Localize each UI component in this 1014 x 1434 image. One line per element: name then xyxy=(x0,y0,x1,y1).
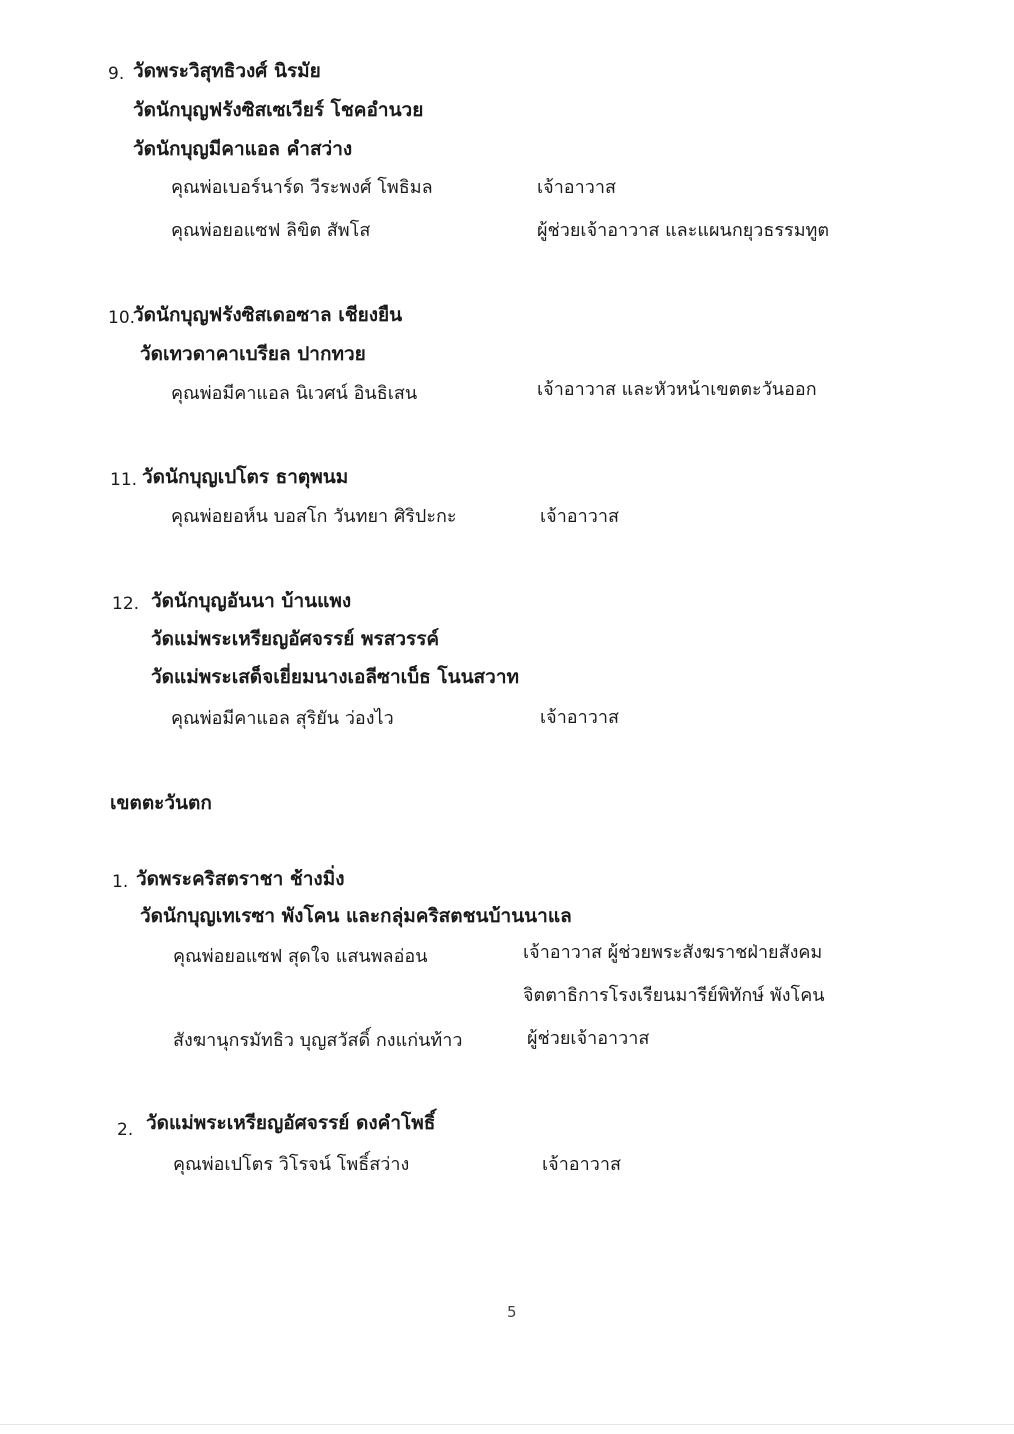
parish-name: วัดพระคริสตราชา ช้างมิ่ง xyxy=(136,868,345,890)
parish-name: วัดนักบุญฟรังซิสเซเวียร์ โชคอำนวย xyxy=(133,99,424,121)
section-number: 11. xyxy=(110,470,138,490)
staff-name: คุณพ่อยอห์น บอสโก วันทยา ศิริปะกะ xyxy=(171,506,457,527)
parish-name: วัดแม่พระเหรียญอัศจรรย์ ดงคำโพธิ์ xyxy=(146,1112,436,1134)
staff-role: ผู้ช่วยเจ้าอาวาส และแผนกยุวธรรมทูต xyxy=(537,220,830,241)
section-number: 10. xyxy=(108,308,136,328)
parish-name: วัดนักบุญเปโตร ธาตุพนม xyxy=(142,466,349,488)
zone-heading: เขตตะวันตก xyxy=(110,792,212,814)
parish-name: วัดแม่พระเสด็จเยี่ยมนางเอลีซาเบ็ธ โนนสวาท xyxy=(151,666,520,688)
parish-name: วัดนักบุญฟรังซิสเดอซาล เชียงยืน xyxy=(133,304,403,326)
parish-name: วัดนักบุญมีคาแอล คำสว่าง xyxy=(133,138,353,160)
parish-name: วัดนักบุญเทเรซา พังโคน และกลุ่มคริสตชนบ้านนาแล xyxy=(140,905,572,927)
staff-name: คุณพ่อยอแซฟ สุดใจ แสนพลอ่อน xyxy=(173,946,428,967)
page-edge-line xyxy=(0,1424,1014,1425)
staff-role: เจ้าอาวาส ผู้ช่วยพระสังฆราชฝ่ายสังคม xyxy=(523,942,823,963)
page-number: 5 xyxy=(507,1303,517,1321)
parish-name: วัดพระวิสุทธิวงศ์ นิรมัย xyxy=(133,60,321,82)
section-number: 9. xyxy=(108,64,125,84)
staff-role: เจ้าอาวาส xyxy=(540,707,619,728)
staff-name: สังฆานุกรมัทธิว บุญสวัสดิ์ กงแก่นท้าว xyxy=(173,1030,463,1051)
section-number: 1. xyxy=(112,872,129,892)
staff-role: เจ้าอาวาส xyxy=(540,506,619,527)
staff-name: คุณพ่อมีคาแอล สุริยัน ว่องไว xyxy=(171,708,394,729)
staff-role: เจ้าอาวาส xyxy=(542,1154,621,1175)
staff-name: คุณพ่อยอแซฟ ลิขิต สัพโส xyxy=(171,220,371,241)
staff-name: คุณพ่อมีคาแอล นิเวศน์ อินธิเสน xyxy=(171,383,418,404)
parish-name: วัดแม่พระเหรียญอัศจรรย์ พรสวรรค์ xyxy=(151,628,440,650)
section-number: 2. xyxy=(117,1120,134,1140)
staff-name: คุณพ่อเปโตร วิโรจน์ โพธิ์สว่าง xyxy=(173,1154,410,1175)
parish-name: วัดเทวดาคาเบรียล ปากทวย xyxy=(140,343,366,365)
staff-role: จิตตาธิการโรงเรียนมารีย์พิทักษ์ พังโคน xyxy=(523,985,825,1006)
staff-role: เจ้าอาวาส และหัวหน้าเขตตะวันออก xyxy=(537,379,817,400)
staff-name: คุณพ่อเบอร์นาร์ด วีระพงศ์ โพธิมล xyxy=(171,177,433,198)
staff-role: เจ้าอาวาส xyxy=(537,177,616,198)
section-number: 12. xyxy=(112,594,140,614)
staff-role: ผู้ช่วยเจ้าอาวาส xyxy=(527,1028,650,1049)
parish-name: วัดนักบุญอันนา บ้านแพง xyxy=(151,590,352,612)
